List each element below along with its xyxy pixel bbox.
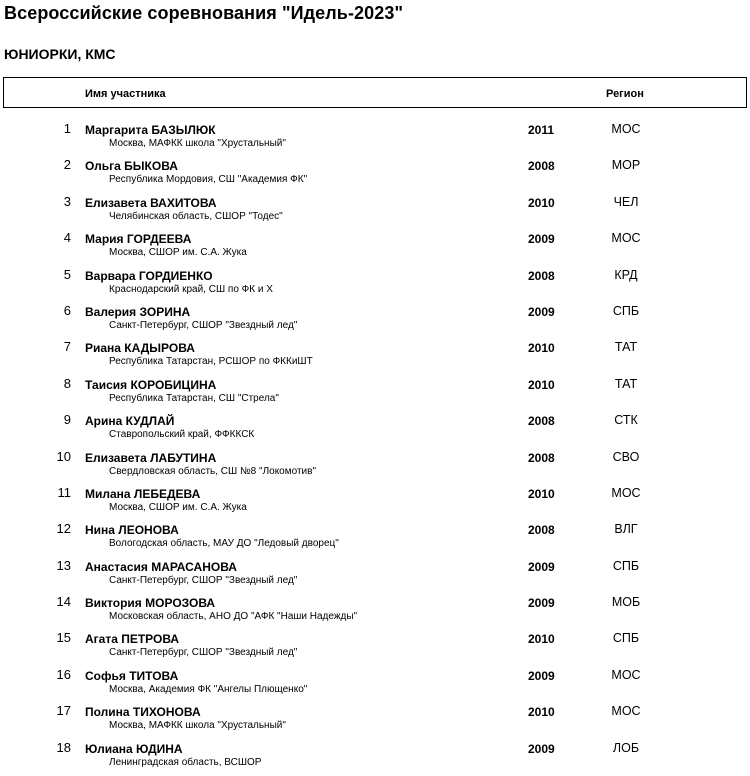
region-code: ТАТ — [614, 340, 638, 355]
participant-name: Елизавета ЛАБУТИНА — [85, 450, 217, 465]
row-number: 10 — [56, 448, 71, 464]
row-number: 18 — [56, 739, 71, 755]
table-row — [0, 630, 750, 666]
category-title: ЮНИОРКИ, КМС — [4, 46, 116, 62]
region-code: ВЛГ — [614, 522, 638, 537]
table-row — [0, 121, 750, 157]
table-row — [0, 303, 750, 339]
participant-organization: Москва, МАФКК школа "Хрустальный" — [109, 138, 286, 149]
region-code: СПБ — [612, 303, 640, 318]
participant-organization: Челябинская область, СШОР "Тодес" — [109, 210, 283, 222]
row-number: 12 — [56, 521, 71, 537]
participant-name: Мария ГОРДЕЕВА — [85, 232, 192, 247]
birth-year: 2010 — [528, 195, 555, 210]
region-code: МОБ — [611, 595, 641, 610]
participant-name: Валерия ЗОРИНА — [85, 304, 191, 319]
row-number: 14 — [56, 594, 71, 610]
participant-name: Ольга БЫКОВА — [85, 159, 178, 174]
birth-year: 2009 — [528, 559, 555, 574]
participant-name: Анастасия МАРАСАНОВА — [85, 559, 237, 574]
row-number: 1 — [63, 121, 71, 136]
participant-organization: Республика Мордовия, СШ "Академия ФК" — [109, 174, 308, 186]
participant-organization: Ставропольский край, ФФККСК — [109, 429, 255, 441]
participant-name: Арина КУДЛАЙ — [85, 414, 175, 429]
birth-year: 2010 — [528, 705, 555, 720]
region-code: МОС — [611, 704, 641, 719]
row-number: 6 — [63, 302, 71, 318]
table-row — [0, 667, 750, 703]
region-code: СПБ — [612, 631, 640, 646]
page-title: Всероссийские соревнования "Идель-2023" — [4, 3, 404, 23]
row-number: 2 — [63, 157, 71, 173]
birth-year: 2011 — [528, 123, 555, 137]
participant-organization: Санкт-Петербург, СШОР "Звездный лед" — [109, 647, 298, 659]
participant-name: Риана КАДЫРОВА — [85, 341, 195, 356]
header-region: Регион — [606, 88, 644, 100]
table-row — [0, 194, 750, 230]
participant-organization: Краснодарский край, СШ по ФК и Х — [109, 283, 273, 295]
participant-organization: Ленинградская область, ВСШОР — [109, 756, 262, 768]
participant-name: Виктория МОРОЗОВА — [85, 596, 216, 611]
table-row — [0, 703, 750, 739]
participant-organization: Москва, Академия ФК "Ангелы Плющенко" — [109, 683, 308, 695]
birth-year: 2008 — [528, 450, 555, 465]
table-row — [0, 521, 750, 557]
row-number: 17 — [56, 703, 71, 719]
participant-organization: Москва, СШОР им. С.А. Жука — [109, 501, 247, 513]
participant-name: Софья ТИТОВА — [85, 668, 179, 683]
participant-name: Юлиана ЮДИНА — [85, 741, 183, 756]
row-number: 4 — [63, 230, 71, 246]
participant-name: Милана ЛЕБЕДЕВА — [85, 486, 201, 501]
table-header — [3, 77, 747, 108]
birth-year: 2008 — [528, 414, 555, 429]
region-code: МОР — [611, 158, 641, 173]
participant-name: Полина ТИХОНОВА — [85, 705, 201, 720]
row-number: 11 — [57, 484, 71, 500]
table-row — [0, 740, 750, 776]
table-row — [0, 339, 750, 375]
participant-name: Агата ПЕТРОВА — [85, 632, 180, 647]
participant-organization: Москва, МАФКК школа "Хрустальный" — [109, 720, 286, 732]
row-number: 5 — [63, 266, 71, 282]
participant-name: Елизавета ВАХИТОВА — [85, 195, 217, 210]
birth-year: 2009 — [528, 668, 555, 683]
birth-year: 2010 — [528, 341, 555, 356]
region-code: МОС — [611, 122, 641, 136]
region-code: КРД — [614, 267, 638, 282]
table-row — [0, 594, 750, 630]
table-row — [0, 157, 750, 193]
participant-organization: Республика Татарстан, РСШОР по ФККиШТ — [109, 356, 313, 368]
birth-year: 2008 — [528, 268, 555, 283]
table-row — [0, 558, 750, 594]
table-row — [0, 376, 750, 412]
participant-organization: Свердловская область, СШ №8 "Локомотив" — [109, 465, 316, 477]
row-number: 7 — [63, 339, 71, 355]
row-number: 15 — [56, 630, 71, 646]
birth-year: 2009 — [528, 741, 555, 756]
region-code: МОС — [611, 485, 641, 500]
birth-year: 2009 — [528, 596, 555, 611]
table-row — [0, 267, 750, 303]
participant-organization: Московская область, АНО ДО "АФК "Наши Надежды" — [109, 611, 358, 623]
birth-year: 2009 — [528, 232, 555, 247]
birth-year: 2009 — [528, 304, 555, 319]
region-code: ТАТ — [614, 376, 638, 391]
birth-year: 2008 — [528, 523, 555, 538]
birth-year: 2010 — [528, 377, 555, 392]
row-number: 8 — [63, 375, 71, 391]
participant-name: Маргарита БАЗЫЛЮК — [85, 123, 216, 137]
participant-organization: Республика Татарстан, СШ "Стрела" — [109, 392, 279, 404]
participant-name: Варвара ГОРДИЕНКО — [85, 268, 213, 283]
participant-organization: Москва, СШОР им. С.А. Жука — [109, 247, 247, 259]
birth-year: 2010 — [528, 632, 555, 647]
row-number: 13 — [56, 557, 71, 573]
row-number: 9 — [63, 412, 71, 428]
table-row — [0, 449, 750, 485]
participant-organization: Вологодская область, МАУ ДО "Ледовый дворец" — [109, 538, 339, 550]
row-number: 3 — [63, 193, 71, 209]
birth-year: 2008 — [528, 159, 555, 174]
region-code: СПБ — [612, 558, 640, 573]
header-name: Имя участника — [85, 88, 166, 100]
participants-list — [0, 121, 750, 776]
region-code: ЛОБ — [612, 740, 640, 755]
region-code: МОС — [611, 667, 641, 682]
region-code: СВО — [612, 449, 640, 464]
participant-name: Нина ЛЕОНОВА — [85, 523, 179, 538]
birth-year: 2010 — [528, 486, 555, 501]
region-code: МОС — [611, 231, 641, 246]
table-row — [0, 230, 750, 266]
table-row — [0, 485, 750, 521]
region-code: СТК — [614, 413, 638, 428]
participant-name: Таисия КОРОБИЦИНА — [85, 377, 217, 392]
table-row — [0, 412, 750, 448]
participant-organization: Санкт-Петербург, СШОР "Звездный лед" — [109, 574, 298, 586]
participant-organization: Санкт-Петербург, СШОР "Звездный лед" — [109, 319, 298, 331]
row-number: 16 — [56, 666, 71, 682]
region-code: ЧЕЛ — [613, 194, 639, 209]
